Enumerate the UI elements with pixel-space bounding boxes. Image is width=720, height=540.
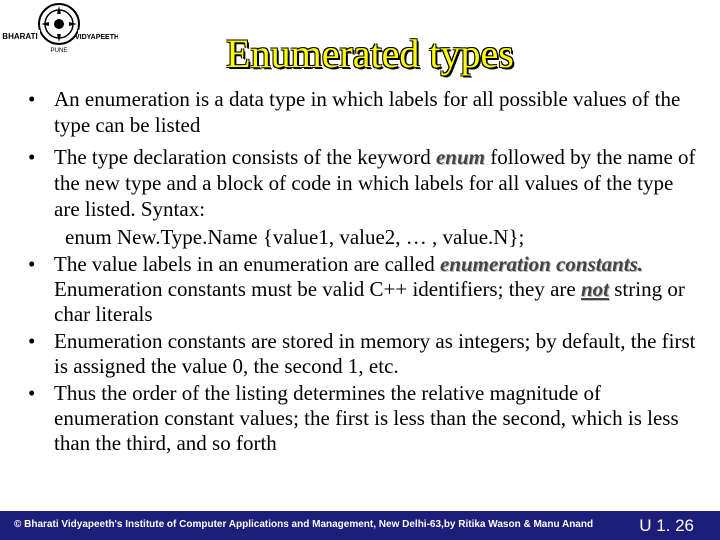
bullet-dot-icon: •	[28, 145, 36, 169]
slide-title: Enumerated types	[226, 31, 514, 76]
term-emphasis: enumeration constants.	[440, 252, 644, 276]
bullet-text-middle: Enumeration constants must be valid C++ identifiers; they are	[54, 277, 581, 301]
page-number: U 1. 26	[639, 516, 694, 535]
bullet-dot-icon: •	[28, 329, 36, 353]
bullet-text-continued: followed by the name of the new type and a block of code in which labels for all values of the type are listed. Syntax:	[54, 145, 696, 221]
bullet-item	[28, 329, 698, 379]
institute-seal-icon	[0, 0, 118, 60]
logo-bottom-text: PUNE	[50, 48, 68, 54]
bullet-text: The type declaration consists of the keyword	[54, 145, 436, 169]
logo-left-text: BHARATI	[2, 32, 38, 41]
bullet-text: The value labels in an enumeration are called	[54, 252, 440, 276]
bullet-item	[28, 144, 698, 222]
syntax-example: enum New.Type.Name {value1, value2, … , value.N};	[65, 225, 525, 249]
bullet-dot-icon: •	[28, 381, 36, 405]
bullet-item	[28, 252, 698, 327]
slide-content	[28, 86, 698, 456]
bullet-item	[28, 381, 698, 456]
bullet-dot-icon: •	[28, 252, 36, 276]
keyword-emphasis: enum	[435, 145, 485, 169]
bullet-text-continued: string or char literals	[54, 277, 685, 326]
bullet-dot-icon: •	[28, 87, 36, 111]
footer-credit: © Bharati Vidyapeeth's Institute of Computer Applications and Management, New Delhi-63,by Ritika Wason & Manu Anand	[14, 519, 594, 530]
bullet-text: An enumeration is a data type in which labels for all possible values of the type can be listed	[54, 87, 681, 137]
logo-right-text: VIDYAPEETH	[74, 34, 118, 41]
bullet-text: Thus the order of the listing determines the relative magnitude of enumeration constant values; the first is less than the second, which is less than the third, and so forth	[54, 381, 679, 455]
bullet-item	[28, 86, 698, 138]
institute-logo	[0, 0, 118, 60]
footer-bar	[0, 511, 720, 540]
not-emphasis: not	[580, 277, 609, 301]
bullet-text: Enumeration constants are stored in memory as integers; by default, the first is assigned the value 0, the second 1, etc.	[54, 329, 696, 378]
